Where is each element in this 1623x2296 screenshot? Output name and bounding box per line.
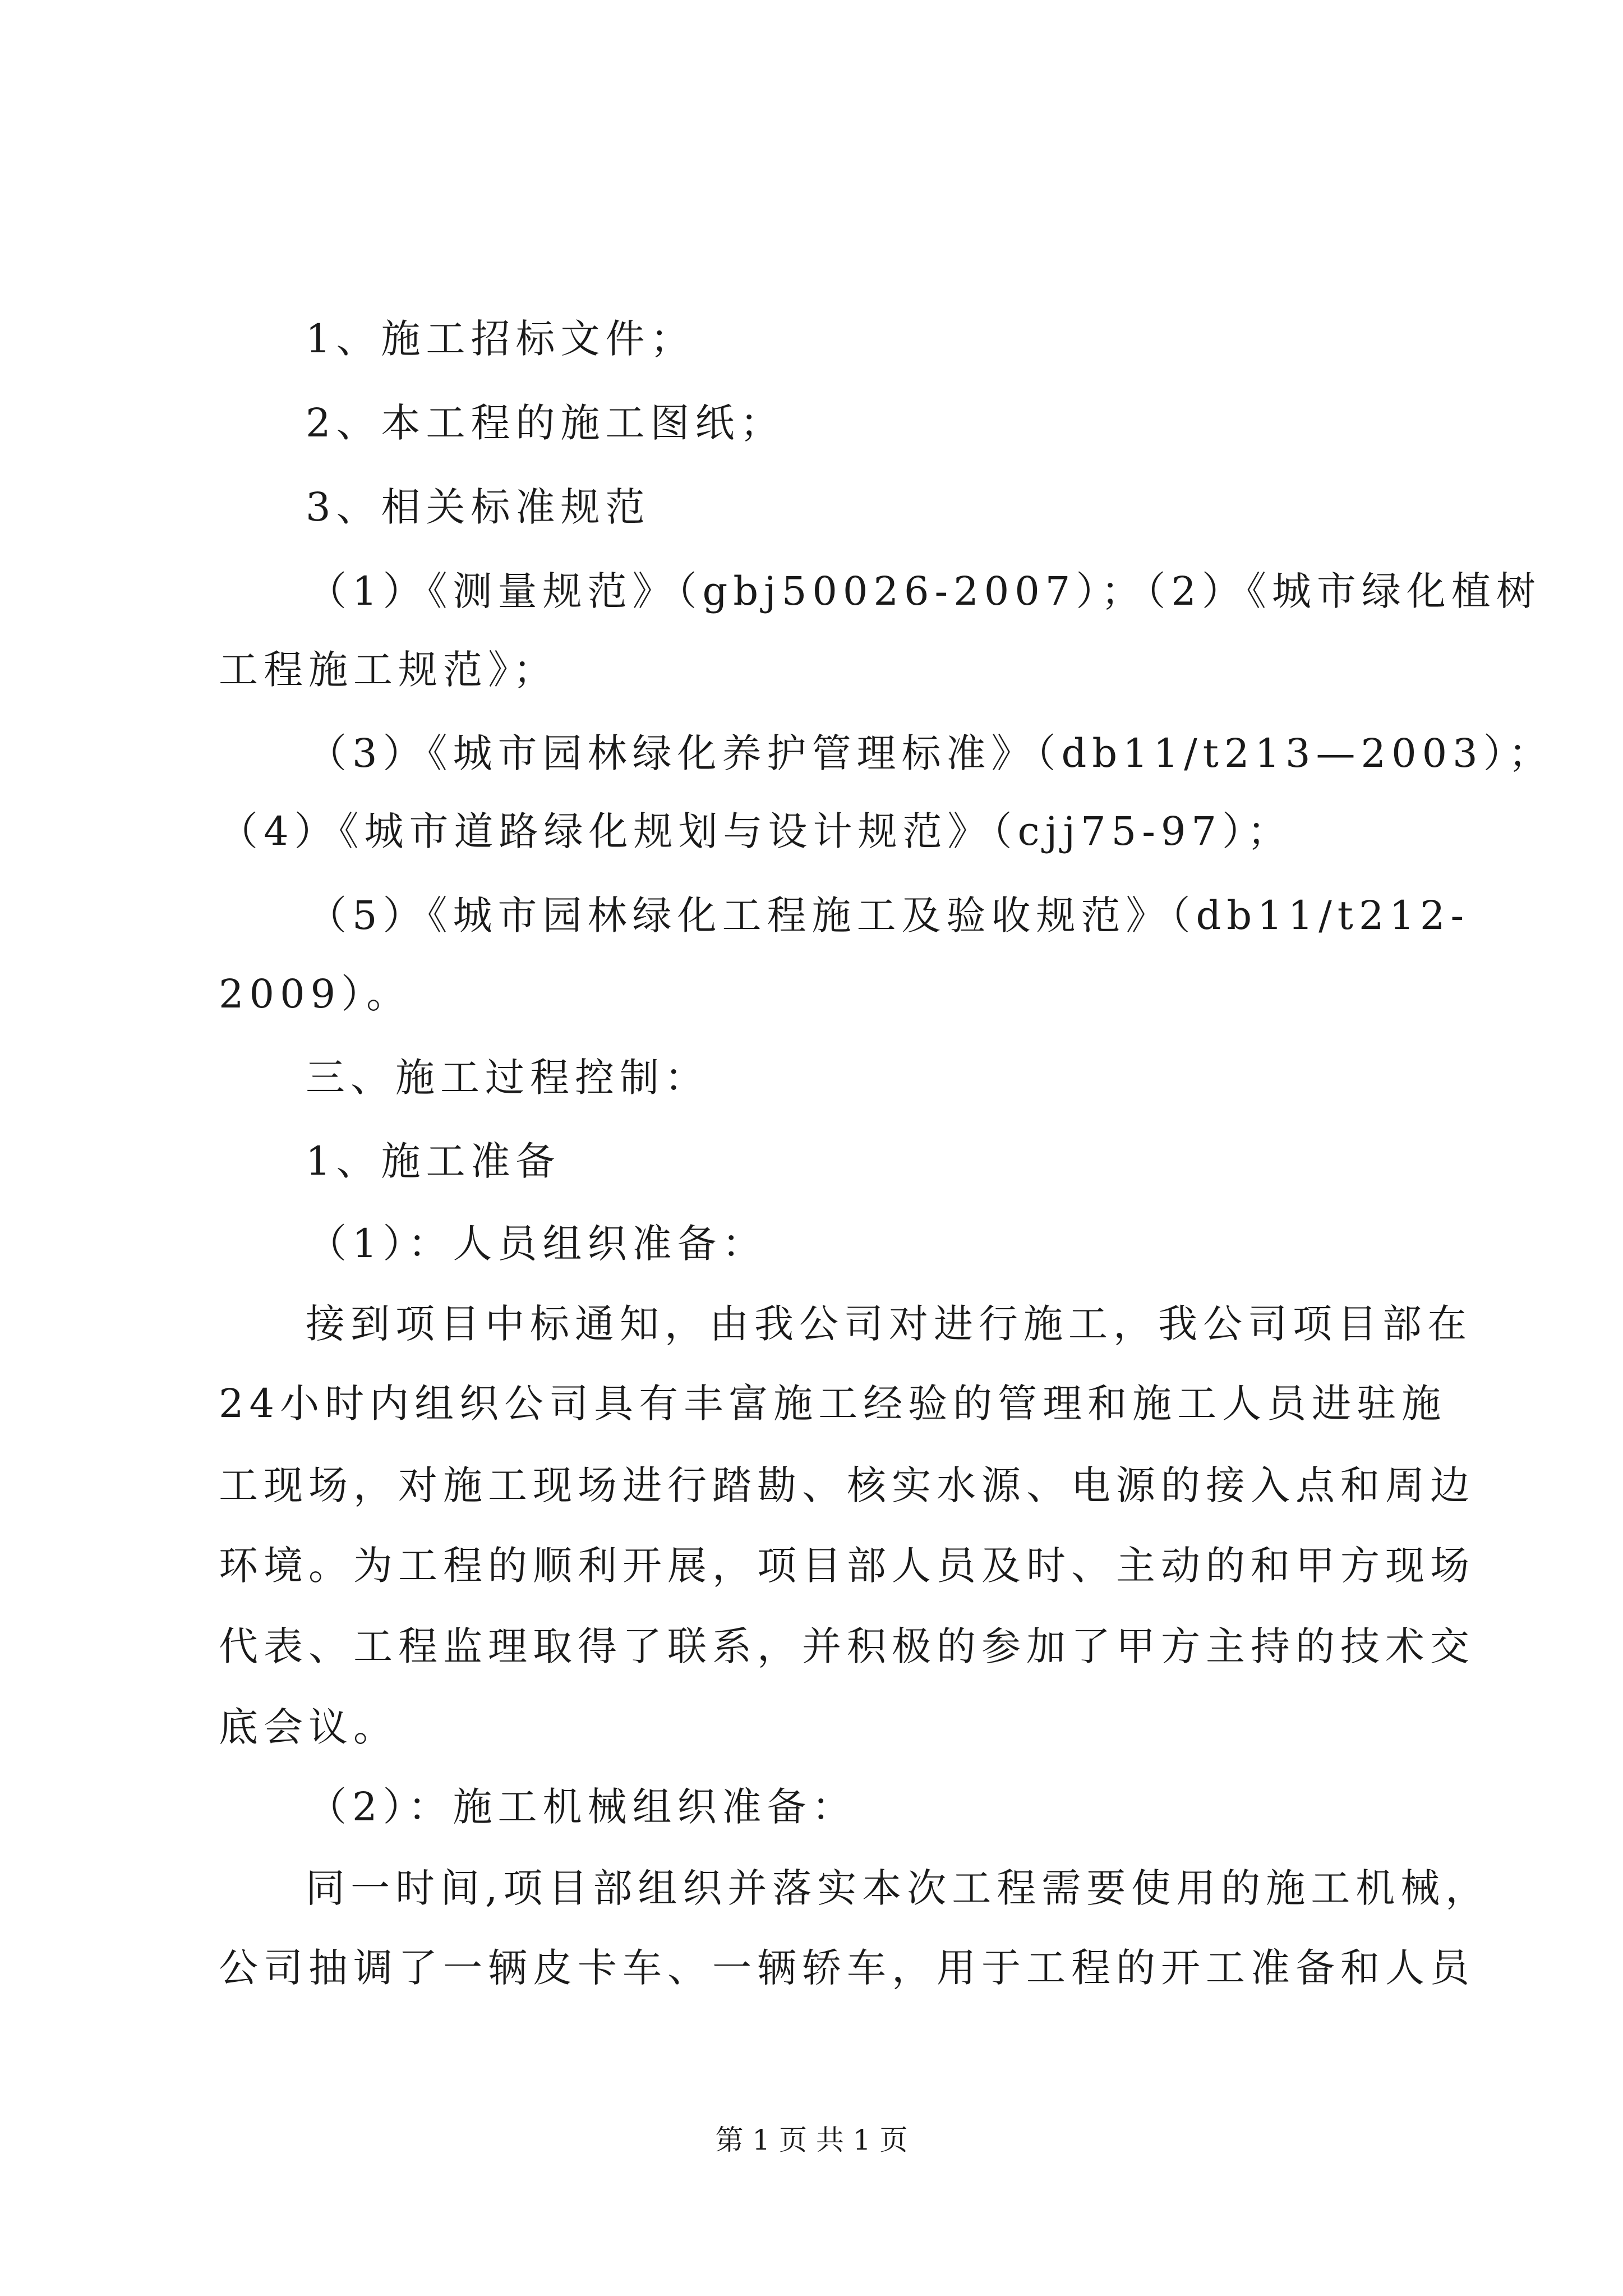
- doc-line: （2）：施工机械组织准备：: [307, 1784, 857, 1830]
- doc-line: 底会议。: [219, 1704, 398, 1750]
- doc-line: 环境。为工程的顺利开展，项目部人员及时、主动的和甲方现场: [219, 1543, 1475, 1589]
- doc-line: 3、相关标准规范: [306, 484, 651, 530]
- page-footer: 第 1 页 共 1 页: [715, 2124, 908, 2156]
- doc-line: （4）《城市道路绿化规划与设计规范》（cjj75-97）；: [219, 808, 1292, 854]
- doc-line: 接到项目中标通知，由我公司对进行施工，我公司项目部在: [306, 1301, 1472, 1347]
- doc-line: （1）：人员组织准备：: [307, 1221, 767, 1267]
- section-heading: 三、施工过程控制：: [306, 1055, 709, 1101]
- doc-line: 工程施工规范》；: [219, 647, 558, 693]
- doc-line: 2、本工程的施工图纸；: [306, 400, 785, 446]
- doc-line: 2009）。: [219, 971, 412, 1017]
- doc-line: 代表、工程监理取得了联系，并积极的参加了甲方主持的技术交: [219, 1623, 1475, 1669]
- doc-line: （1）《测量规范》（gbj50026-2007）；（2）《城市绿化植树: [307, 568, 1541, 614]
- doc-line: 同一时间,项目部组织并落实本次工程需要使用的施工机械，: [306, 1865, 1491, 1911]
- doc-line: 24小时内组织公司具有丰富施工经验的管理和施工人员进驻施: [219, 1381, 1447, 1427]
- doc-line: （3）《城市园林绿化养护管理标准》（db11/t213—2003）；: [307, 730, 1553, 776]
- doc-line: 公司抽调了一辆皮卡车、一辆轿车，用于工程的开工准备和人员: [219, 1945, 1475, 1991]
- subsection-heading: 1、施工准备: [306, 1138, 561, 1184]
- doc-line: 工现场，对施工现场进行踏勘、核实水源、电源的接入点和周边: [219, 1462, 1475, 1508]
- doc-line: （5）《城市园林绿化工程施工及验收规范》（db11/t212-: [307, 892, 1470, 938]
- doc-line: 1、施工招标文件；: [306, 316, 695, 362]
